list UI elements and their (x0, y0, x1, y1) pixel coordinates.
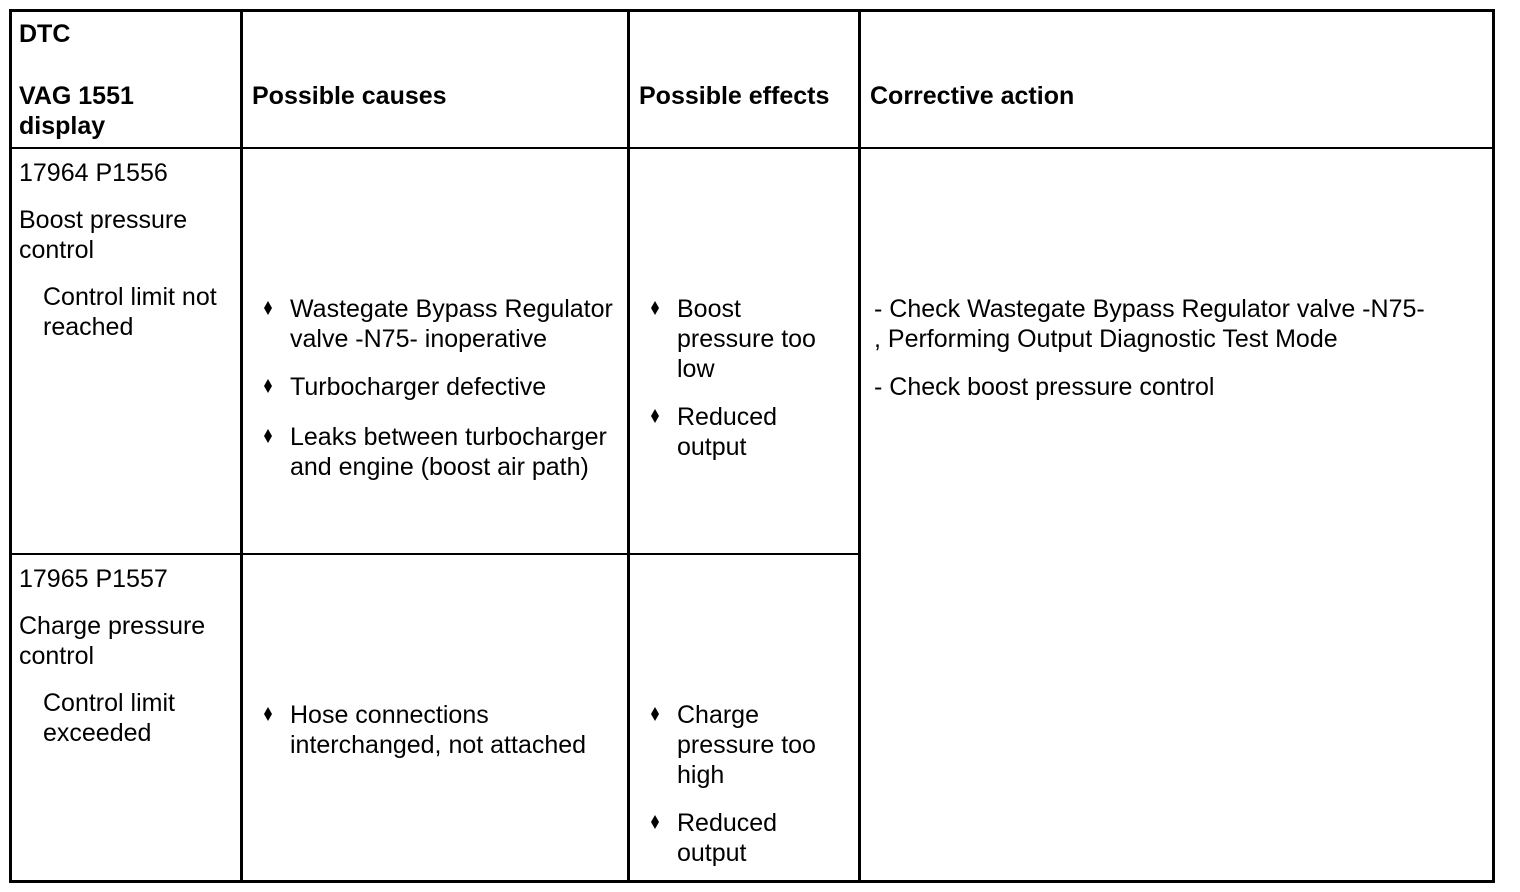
row1-cause-text: Leaks between turbocharger and engine (boost air path) (290, 423, 607, 481)
row2-subtitle: Control limit exceeded (43, 689, 175, 747)
header-effects-label: Possible effects (639, 82, 830, 110)
bullet-diamond-icon (264, 429, 272, 443)
row2-title: Charge pressure control (19, 612, 206, 670)
header-causes-cell (252, 81, 622, 111)
row1-effects-cell (641, 294, 846, 462)
row1-code: 17964 P1556 (19, 159, 168, 187)
header-action-label: Corrective action (870, 82, 1075, 110)
action-cell (874, 294, 1489, 402)
row1-dtc-cell (19, 158, 237, 342)
row1-subtitle: Control limit not reached (43, 283, 217, 341)
header-divider (9, 147, 1495, 149)
row1-effect-item (641, 402, 837, 462)
column-divider-2 (627, 9, 630, 883)
row1-effect-text: Reduced output (677, 403, 778, 461)
row1-cause-text: Wastegate Bypass Regulator valve -N75- inoperative (290, 295, 613, 353)
row2-dtc-cell (19, 564, 237, 748)
bullet-diamond-icon (264, 707, 272, 721)
bullet-diamond-icon (264, 301, 272, 315)
row2-causes-cell (254, 700, 622, 760)
header-vag-label: VAG 1551 (19, 82, 134, 110)
row2-effect-item (641, 700, 837, 790)
row2-effect-text: Charge pressure too high (677, 701, 816, 789)
column-divider-1 (240, 9, 243, 883)
header-action-cell (870, 81, 1485, 111)
row1-cause-item (254, 372, 622, 402)
header-dtc-cell (19, 19, 234, 141)
row2-effects-cell (641, 700, 846, 868)
bullet-diamond-icon (264, 379, 272, 393)
row2-effect-item (641, 808, 837, 868)
header-dtc-label: DTC (19, 20, 71, 48)
row2-cause-text: Hose connections interchanged, not attached (290, 701, 587, 759)
action-line-2: , Performing Output Diagnostic Test Mode (874, 325, 1338, 353)
bullet-diamond-icon (651, 301, 659, 315)
column-divider-3 (858, 9, 861, 883)
bullet-diamond-icon (651, 409, 659, 423)
row2-code: 17965 P1557 (19, 565, 168, 593)
bullet-diamond-icon (651, 815, 659, 829)
row1-effect-text: Boost pressure too low (677, 295, 816, 383)
header-display-label: display (19, 112, 106, 140)
bullet-diamond-icon (651, 707, 659, 721)
row1-cause-text: Turbocharger defective (290, 373, 547, 401)
action-line-1: - Check Wastegate Bypass Regulator valve -N75- (874, 295, 1425, 323)
action-line-3: - Check boost pressure control (874, 373, 1215, 401)
row1-cause-item (254, 422, 622, 482)
row1-effect-item (641, 294, 837, 384)
row1-cause-item (254, 294, 622, 354)
row1-title: Boost pressure control (19, 206, 188, 264)
row2-cause-item (254, 700, 622, 760)
header-effects-cell (639, 81, 854, 111)
row2-effect-text: Reduced output (677, 809, 778, 867)
header-causes-label: Possible causes (252, 82, 447, 110)
row-divider (9, 553, 860, 555)
row1-causes-cell (254, 294, 622, 482)
